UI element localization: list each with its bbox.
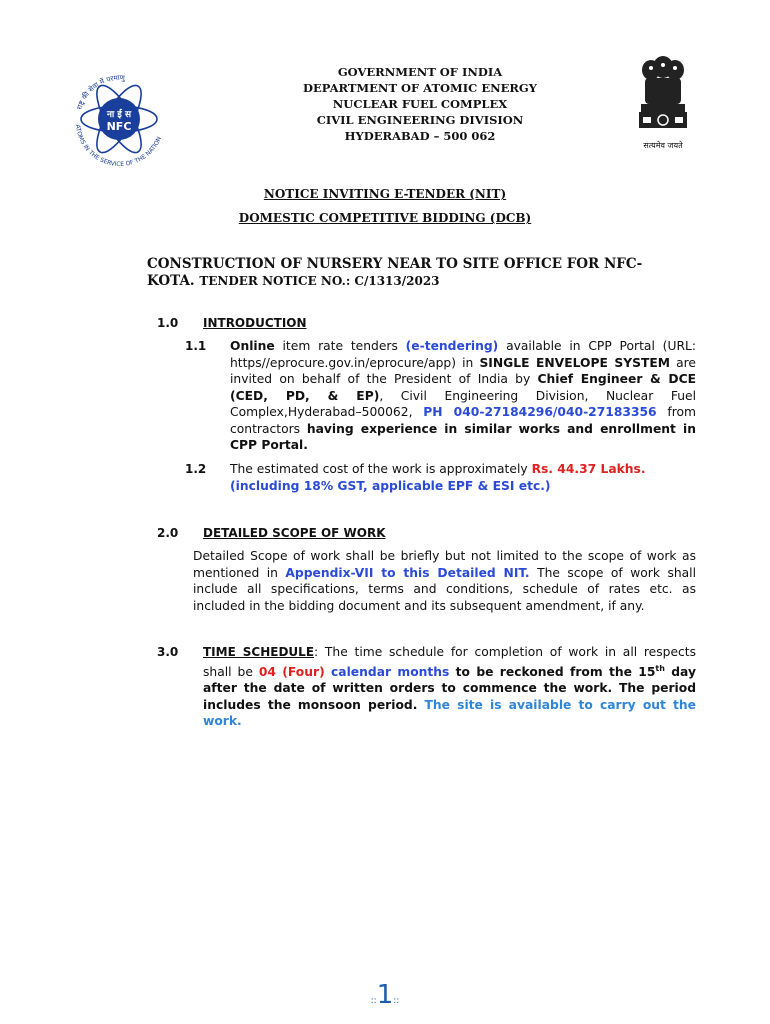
header-block [250, 64, 590, 144]
header-line-1: GOVERNMENT OF INDIA [337, 65, 503, 79]
section-3-text: TIME SCHEDULE: The time schedule for completion of work in all respects shall be 04 (Four) calendar months to be reckoned from the 15th day after the date of written orders to commence the work. The period includes the monsoon period. The site is available to carry out the work. [203, 645, 697, 729]
logo-nfc: NFC [106, 120, 132, 133]
section-3-number: 3.0 [157, 645, 179, 659]
section-2-heading: DETAILED SCOPE OF WORK [203, 526, 386, 540]
section-1-heading: INTRODUCTION [203, 316, 307, 330]
section-1-2-text: The estimated cost of the work is approximately Rs. 44.37 Lakhs. (including 18% GST, applicable EPF & ESI etc.) [230, 462, 646, 493]
tender-title-main: CONSTRUCTION OF NURSERY NEAR TO SITE OFFICE FOR NFC-KOTA. [147, 256, 643, 289]
page-number: ::1:: [370, 980, 400, 1010]
tender-title [147, 256, 677, 290]
tender-number: TENDER NOTICE NO.: C/1313/2023 [199, 274, 440, 288]
notice-line-2: DOMESTIC COMPETITIVE BIDDING (DCB) [238, 211, 532, 225]
notice-line-1: NOTICE INVITING E-TENDER (NIT) [263, 187, 507, 201]
emblem-motto: सत्यमेव जयते [643, 141, 683, 150]
national-emblem-icon [633, 52, 693, 150]
section-1-1-text: Online item rate tenders (e-tendering) available in CPP Portal (URL: https//eprocure.gov.in/eprocure/app) in SINGLE ENVELOPE SYSTEM are invited on behalf of the President of India by Chief Engineer & DCE (CED, PD, & EP), Civil Engineering Division, Nuclear Fuel Complex,Hyderabad–500062, PH 040-27184296/040-27183356 from contractors having experience in similar works and enrollment in CPP Portal. [230, 339, 697, 452]
section-1-1-number: 1.1 [185, 339, 207, 353]
header-line-4: CIVIL ENGINEERING DIVISION [316, 113, 524, 127]
section-3-heading: TIME SCHEDULE [203, 645, 315, 659]
section-1-number: 1.0 [157, 316, 179, 330]
section-2-text: Detailed Scope of work shall be briefly but not limited to the scope of work as mentioned in Appendix-VII to this Detailed NIT. The scope of work shall include all specifications, terms and conditions, schedule of rates etc. as included in the bidding document and its subsequent amendment, if any. [193, 549, 697, 613]
header-line-5: HYDERABAD – 500 062 [344, 129, 496, 143]
logo-bottom-text: ATOMS IN THE SERVICE OF THE NATION [74, 124, 163, 169]
section-2-number: 2.0 [157, 526, 179, 540]
logo-hindi: ना ई स [106, 110, 132, 120]
section-1-2-number: 1.2 [185, 462, 207, 476]
header-line-2: DEPARTMENT OF ATOMIC ENERGY [303, 81, 537, 95]
logo-top-text: राष्ट्र की सेवा में परमाणु [75, 73, 126, 111]
nfc-logo [62, 62, 177, 177]
header-line-3: NUCLEAR FUEL COMPLEX [332, 97, 508, 111]
